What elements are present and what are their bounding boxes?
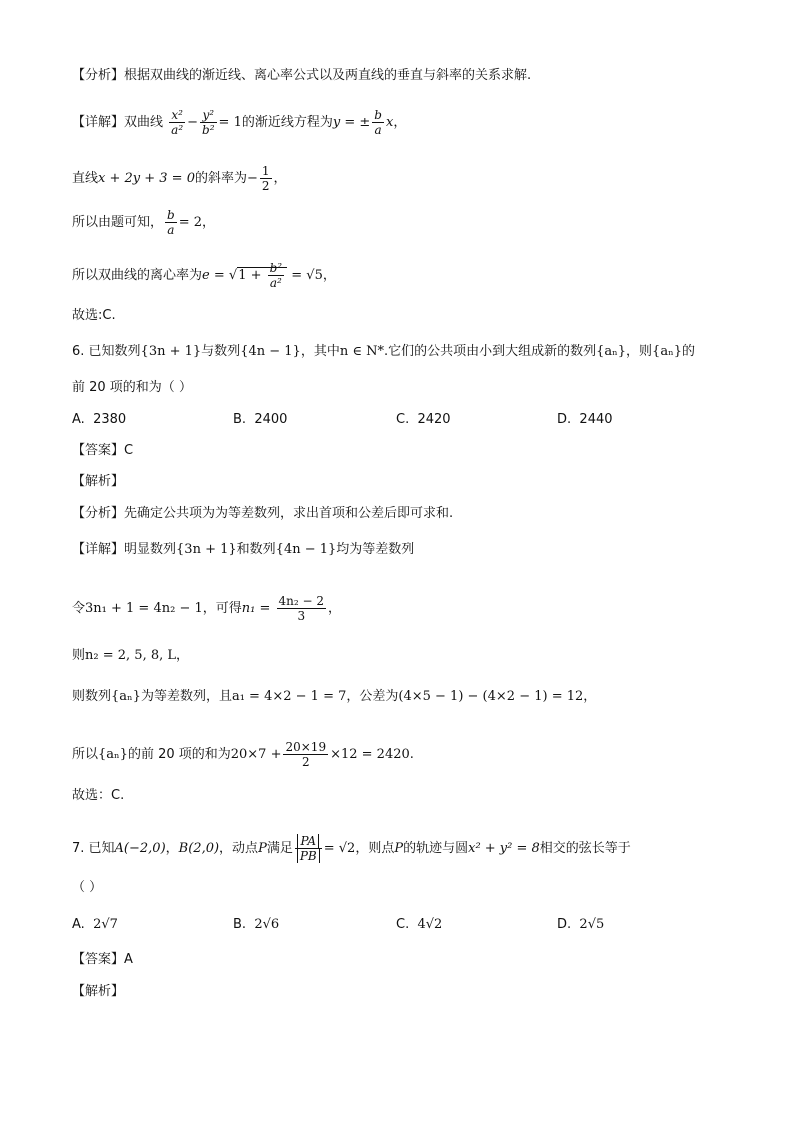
option-label: A. xyxy=(72,412,85,427)
then-text-4: ， xyxy=(583,689,597,704)
let-text-2: ，可得 xyxy=(202,601,242,616)
q7-solution-tag: 【解析】 xyxy=(72,984,125,999)
detail-text: 明显数列 xyxy=(124,542,177,557)
q7-stem-text-4: ，则点 xyxy=(355,841,395,856)
seq-a: {3n + 1} xyxy=(176,542,237,557)
option-value: 2√5 xyxy=(579,917,605,932)
line-equation: x + 2y + 3 = 0 xyxy=(98,171,195,186)
hyperbola-frac-x: $\frac{\text{x²}}{\text{a²}}$ xyxy=(171,108,184,137)
q6-n2-line xyxy=(72,648,189,664)
n2-text: 则 xyxy=(72,648,86,663)
point-b: B(2,0) xyxy=(178,841,220,856)
q6-stem-text: 6. 已知数列 xyxy=(72,344,141,359)
q7-stem-line-1 xyxy=(72,834,631,863)
q6-stem-text-5: ，则 xyxy=(626,344,653,359)
option-label: B. xyxy=(233,917,247,932)
ratio-frac: $\frac{PA}{PB}$ xyxy=(295,834,322,863)
then-text: 则数列 xyxy=(72,689,112,704)
option-label: D. xyxy=(557,412,572,427)
let-text: 令 xyxy=(72,601,86,616)
q6-condition: n ∈ N* xyxy=(339,344,384,359)
q5-ecc-line: 所以双曲线的离心率为e = √1 + $\frac{\text{b²}}{\text{a²}}$ = √5， xyxy=(72,261,336,290)
seq-new: {aₙ} xyxy=(98,747,128,762)
q6-let-line: 令3n₁ + 1 = 4n₂ − 1，可得n₁ = $\frac{\text{4n₂ − 2}}{3}$ ， xyxy=(72,594,342,623)
q6-solution-tag: 【解析】 xyxy=(72,474,125,489)
analysis-text: 先确定公共项为为等差数列，求出首项和公差后即可求和. xyxy=(124,506,454,521)
detail-tag: 【详解】 xyxy=(72,115,125,130)
q6-stem-line-2: 前 20 项的和为（ ） xyxy=(72,380,192,395)
q6-choice: 故选：C. xyxy=(72,788,125,803)
q7-stem-text-2: ，动点 xyxy=(219,841,259,856)
point-p: P xyxy=(258,841,267,856)
q7-stem-text-5: 的轨迹与圆 xyxy=(403,841,469,856)
sum-equation-a: 20×7 + xyxy=(230,747,282,762)
detail-text-3: 均为等差数列 xyxy=(336,542,415,557)
then-text-2: 为等差数列，且 xyxy=(140,689,232,704)
option-value: 2√7 xyxy=(93,917,118,932)
option-label: C. xyxy=(396,917,410,932)
sum-text-3: . xyxy=(409,747,414,762)
analysis-tag: 【分析】 xyxy=(72,506,125,521)
sum-text: 所以 xyxy=(72,747,99,762)
detail-text-2: 和数列 xyxy=(236,542,276,557)
option-label: C. xyxy=(396,412,410,427)
q7-stem-text-3: 满足 xyxy=(266,841,293,856)
ratio-eq: = √2 xyxy=(323,841,356,856)
q7-option-a[interactable] xyxy=(72,917,118,932)
q6-stem-text-4: .它们的公共项由小到大组成新的数列 xyxy=(383,344,597,359)
option-value: 4√2 xyxy=(417,917,443,932)
q6-stem-text-3: ，其中 xyxy=(300,344,340,359)
n1-frac: $\frac{\text{4n₂ − 2}}{3}$ xyxy=(278,594,325,623)
answer-tag: 【答案】 xyxy=(72,443,125,458)
seq-new: {aₙ} xyxy=(111,689,141,704)
q6-option-c[interactable] xyxy=(396,412,451,427)
answer-tag: 【答案】 xyxy=(72,952,125,967)
q6-stem-text-2: 与数列 xyxy=(201,344,241,359)
analysis-text: 根据双曲线的渐近线、离心率公式以及两直线的垂直与斜率的关系求解. xyxy=(124,68,532,83)
option-label: D. xyxy=(557,917,572,932)
q6-option-b[interactable] xyxy=(233,412,287,427)
circle-equation: x² + y² = 8 xyxy=(468,841,540,856)
seq-new-2: {aₙ} xyxy=(652,344,682,359)
q6-option-d[interactable] xyxy=(557,412,613,427)
option-value: 2380 xyxy=(93,412,127,427)
q7-paren: （ ） xyxy=(72,880,103,895)
q6-option-a[interactable] xyxy=(72,412,126,427)
q6-stem-text-6: 的 xyxy=(681,344,695,359)
q5-analysis-line xyxy=(72,68,531,84)
n2-equation: n₂ = 2, 5, 8, L xyxy=(85,648,176,663)
so1-text: 所以由题可知， xyxy=(72,215,164,230)
then-text-3: ，公差为 xyxy=(346,689,399,704)
point-a: A(−2,0) xyxy=(114,841,166,856)
line-text: 直线 xyxy=(72,171,99,186)
q6-answer xyxy=(72,443,133,459)
answer-value: A xyxy=(124,952,133,967)
q6-analysis xyxy=(72,506,453,522)
q7-comma: ， xyxy=(165,841,179,856)
q7-option-d[interactable] xyxy=(557,917,604,932)
n2-text-2: ， xyxy=(176,648,190,663)
q7-option-c[interactable] xyxy=(396,917,442,932)
asymptote-frac: $\frac{b}{a}$ xyxy=(374,108,382,137)
q7-stem-text: 7. 已知 xyxy=(72,841,115,856)
detail-tag: 【详解】 xyxy=(72,542,125,557)
detail-text-2: 的渐近线方程为 xyxy=(241,115,333,130)
slope-frac: $\frac{1}{2}$ xyxy=(261,164,270,193)
option-label: B. xyxy=(233,412,247,427)
hyperbola-frac-y: $\frac{\text{y²}}{\text{b²}}$ xyxy=(202,108,215,137)
answer-value: C xyxy=(124,443,134,458)
a1-equation: a₁ = 4×2 − 1 = 7 xyxy=(231,689,347,704)
option-value: 2400 xyxy=(254,412,288,427)
ba-frac: $\frac{b}{a}$ xyxy=(167,208,175,237)
q7-option-b[interactable] xyxy=(233,917,279,932)
ecc-sqrt: √1 + $\frac{\text{b²}}{\text{a²}}$ xyxy=(229,267,287,283)
option-label: A. xyxy=(72,917,85,932)
q5-so1-line: 所以由题可知， $\frac{b}{a}$ = 2， xyxy=(72,208,216,237)
point-p-2: P xyxy=(394,841,404,856)
q5-slope-line: 直线x + 2y + 3 = 0的斜率为− $\frac{1}{2}$ ， xyxy=(72,164,287,193)
seq-b: {4n − 1} xyxy=(275,542,337,557)
let-equation: 3n₁ + 1 = 4n₂ − 1 xyxy=(85,601,203,616)
option-value: 2420 xyxy=(417,412,451,427)
q6-then-line xyxy=(72,689,596,705)
q5-detail-line: 【详解】双曲线 $\frac{\text{x²}}{\text{a²}}$ − $\frac{\text{y²}}{\text{b²}}$ = 1的渐近线方程为y = ± $\frac{b}{a}$ x， xyxy=(72,108,407,137)
sum-equation-b: ×12 = 2420 xyxy=(330,747,410,762)
d-equation: (4×5 − 1) − (4×2 − 1) = 12 xyxy=(398,689,584,704)
detail-text: 双曲线 xyxy=(124,115,164,130)
line-text-2: 的斜率为 xyxy=(194,171,247,186)
seq-b: {4n − 1} xyxy=(240,344,301,359)
analysis-tag: 【分析】 xyxy=(72,68,125,83)
q6-sum-line xyxy=(72,740,414,769)
option-value: 2√6 xyxy=(254,917,280,932)
q5-choice: 故选:C. xyxy=(72,308,116,323)
q6-stem-line-1 xyxy=(72,344,695,360)
q7-stem-text-6: 相交的弦长等于 xyxy=(539,841,631,856)
q7-answer xyxy=(72,952,133,968)
seq-a: {3n + 1} xyxy=(140,344,202,359)
sum-frac: $\frac{20\times 19}{2}$ xyxy=(285,740,327,769)
q6-detail xyxy=(72,542,414,558)
seq-new: {aₙ} xyxy=(596,344,627,359)
option-value: 2440 xyxy=(579,412,613,427)
sum-text-2: 的前 20 项的和为 xyxy=(127,747,231,762)
so2-text: 所以双曲线的离心率为 xyxy=(72,268,203,283)
